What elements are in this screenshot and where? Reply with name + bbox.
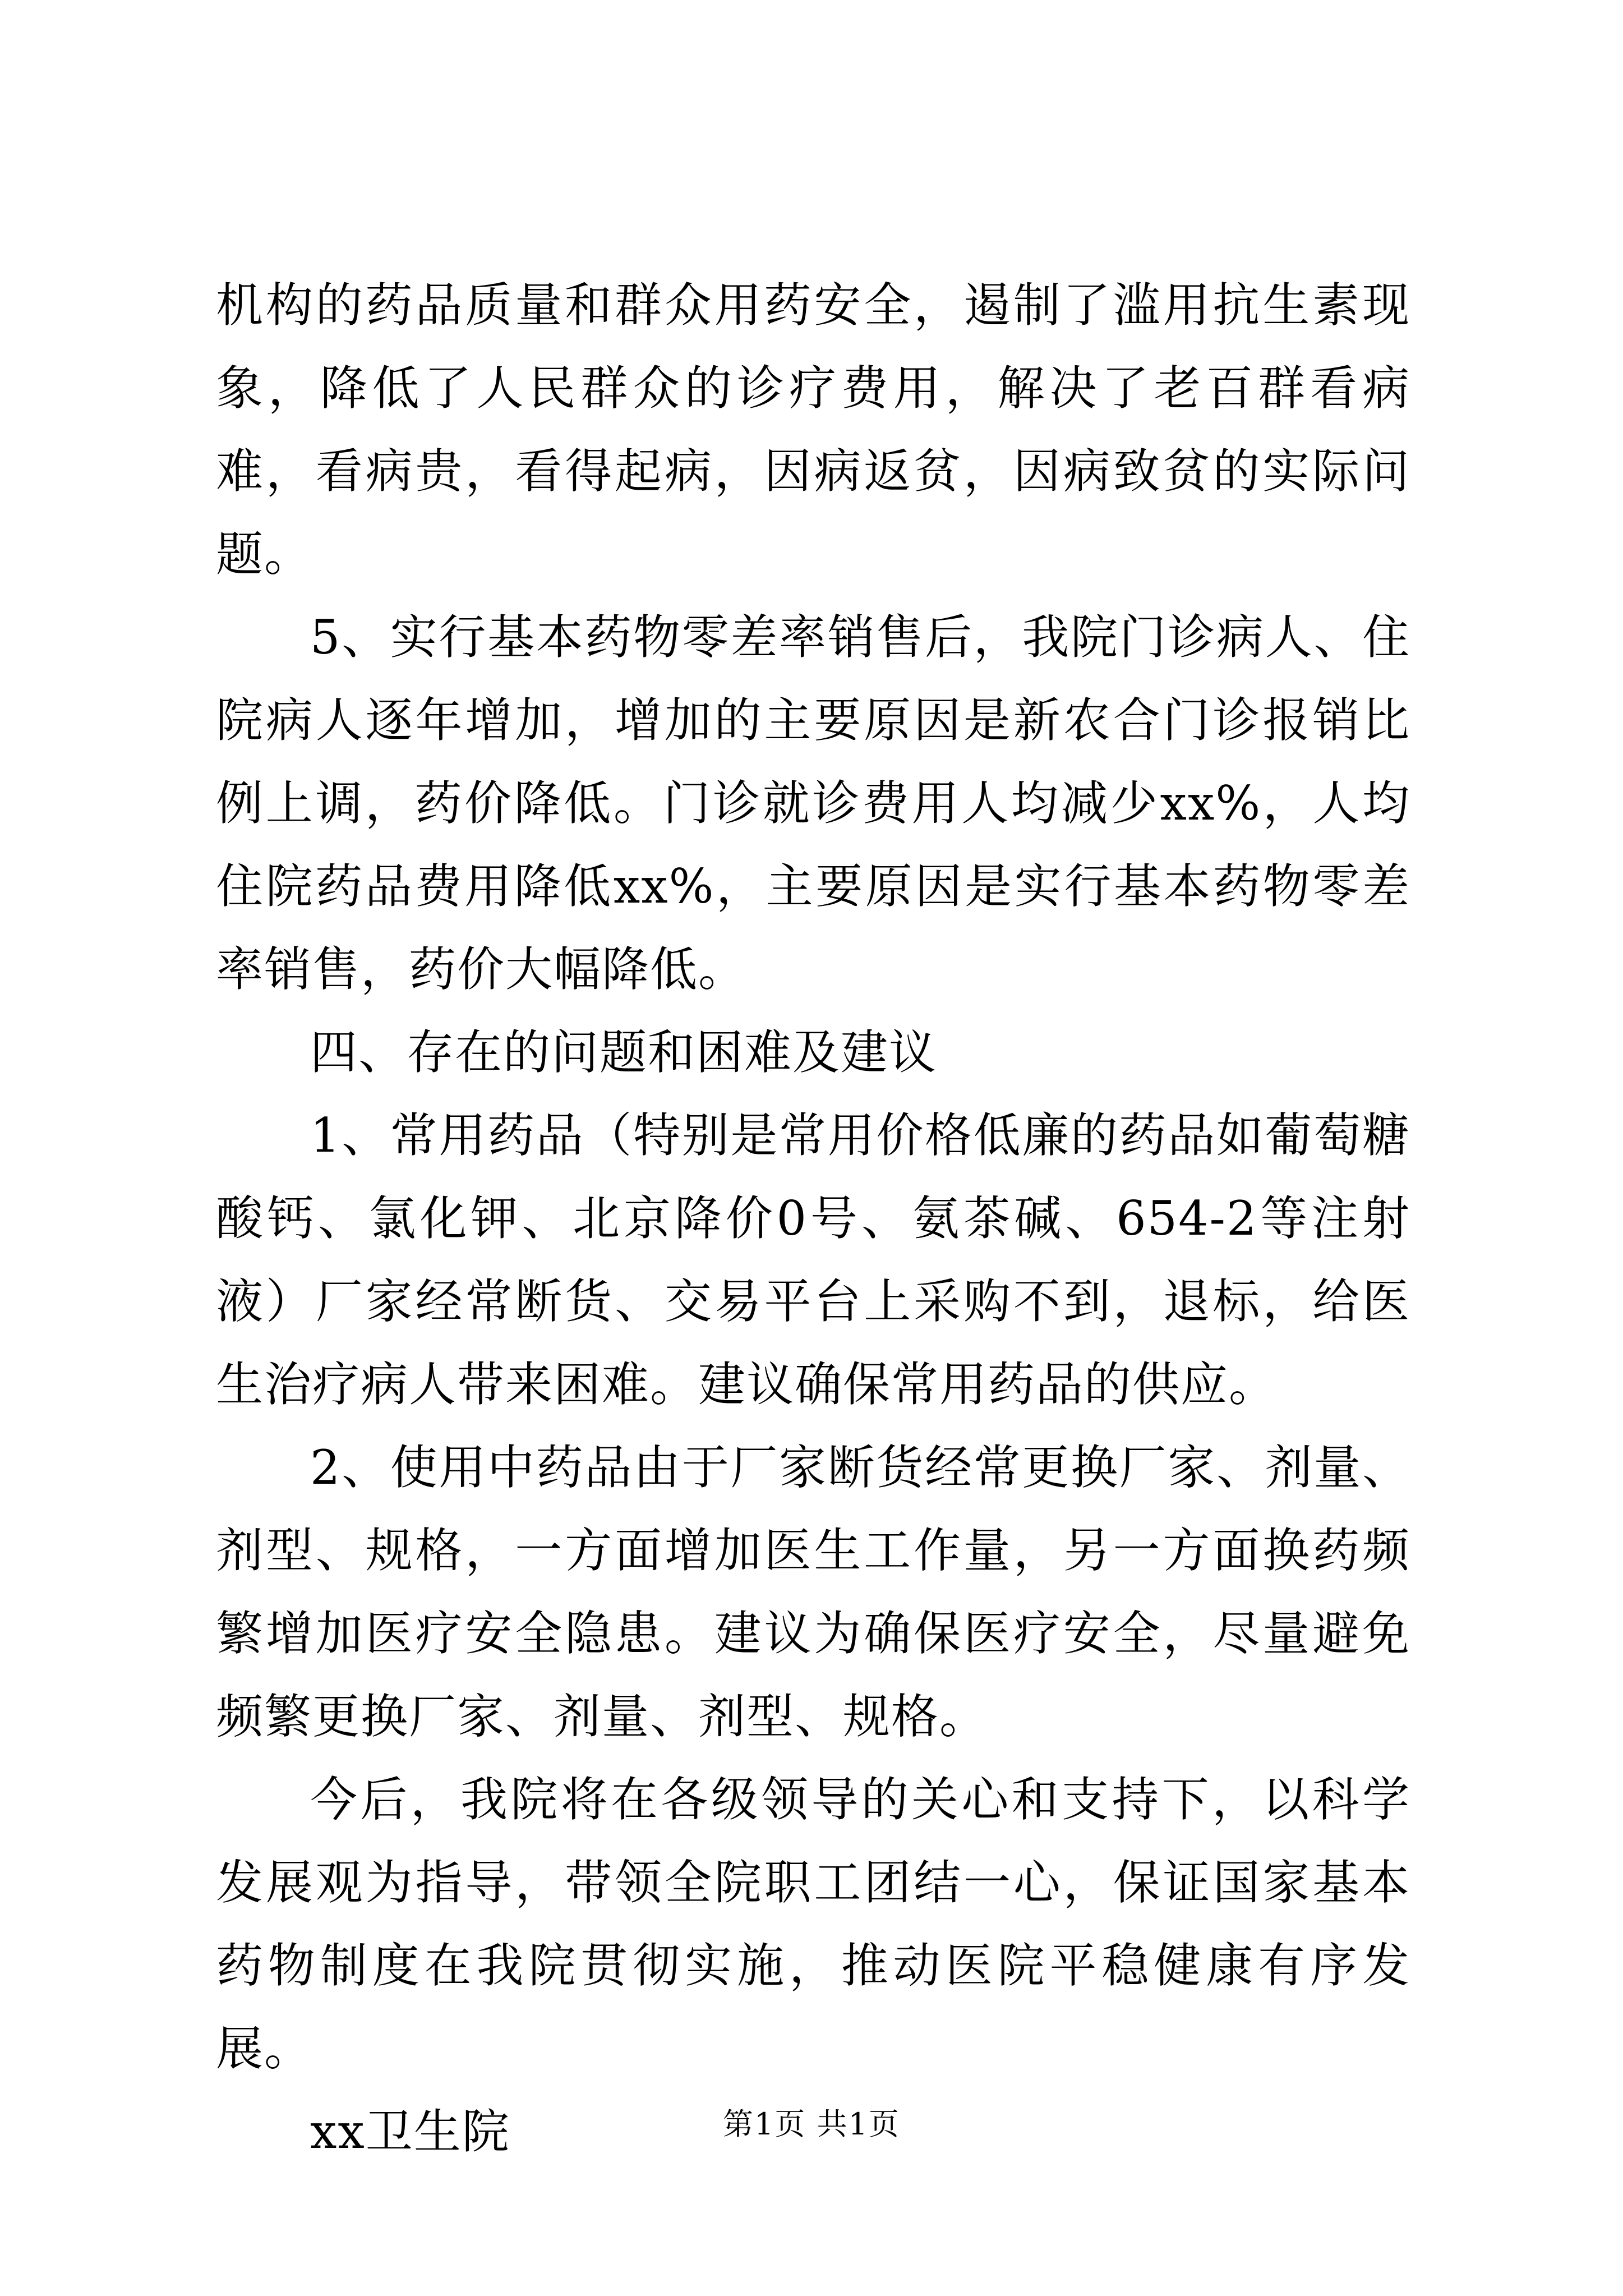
paragraph-item-2-drug-changes: 2、使用中药品由于厂家断货经常更换厂家、剂量、剂型、规格，一方面增加医生工作量，另一方面换药频繁增加医疗安全隐患。建议为确保医疗安全，尽量避免频繁更换厂家、剂量、剂型、规格。 <box>216 1440 1410 1744</box>
paragraph-future-outlook: 今后，我院将在各级领导的关心和支持下，以科学发展观为指导，带领全院职工团结一心，保证国家基本药物制度在我院贯彻实施，推动医院平稳健康有序发展。 <box>216 1772 1410 2076</box>
document-body <box>216 264 1410 2173</box>
section-heading-problems: 四、存在的问题和困难及建议 <box>310 1025 938 1080</box>
paragraph-item-1-common-drugs: 1、常用药品（特别是常用价格低廉的药品如葡萄糖酸钙、氯化钾、北京降价0号、氨茶碱、654-2等注射液）厂家经常断货、交易平台上采购不到，退标，给医生治疗病人带来困难。建议确保常用药品的供应。 <box>216 1108 1410 1412</box>
page-footer <box>0 2105 1623 2144</box>
paragraph-drug-safety-summary: 机构的药品质量和群众用药安全，遏制了滥用抗生素现象，降低了人民群众的诊疗费用，解决了老百群看病难，看病贵，看得起病，因病返贫，因病致贫的实际问题。 <box>216 278 1410 582</box>
signature-hospital-name: xx卫生院 <box>310 2104 510 2159</box>
page-number-label: 第1页 共1页 <box>723 2106 900 2142</box>
paragraph-item-5-zero-markup: 5、实行基本药物零差率销售后，我院门诊病人、住院病人逐年增加，增加的主要原因是新农合门诊报销比例上调，药价降低。门诊就诊费用人均减少xx%，人均住院药品费用降低xx%，主要原因是实行基本药物零差率销售，药价大幅降低。 <box>216 610 1410 997</box>
